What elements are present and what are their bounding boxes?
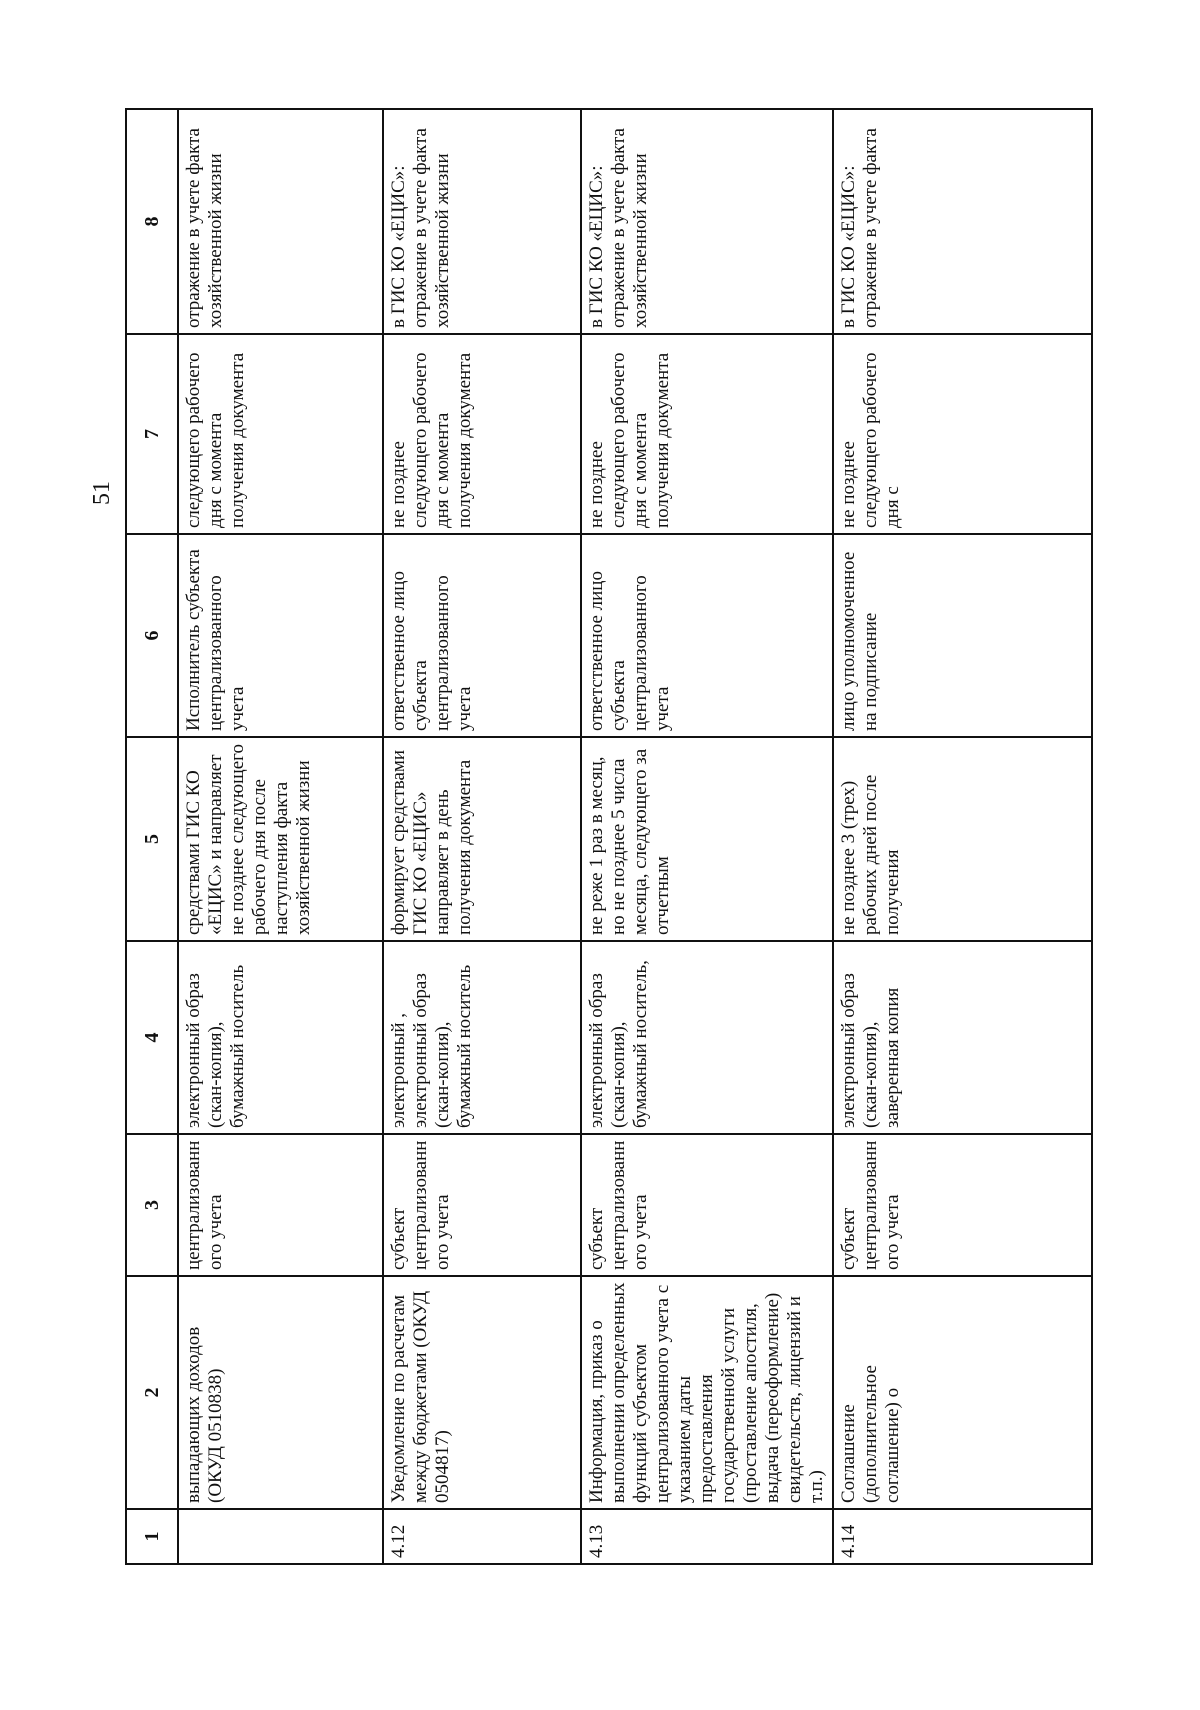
deadline-cell: не позднее следующего рабочего дня с <box>833 334 1092 534</box>
responsible-cell: ответственное лицо субъекта централизованного учета <box>581 534 833 737</box>
responsible-cell: лицо уполномоченное на подписание <box>833 534 1092 737</box>
document-name-cell: Информация, приказ о выполнении определенных функций субъектом централизованного учета с указанием даты предоставления государственной услуги (проставление апостиля, выдача (переоформление) свидетельств, лицензий и т.п.) <box>581 1276 833 1509</box>
document-name-cell: Соглашение (дополнительное соглашение) о <box>833 1276 1092 1509</box>
column-header: 4 <box>126 941 178 1134</box>
responsible-cell: Исполнитель субъекта централизованного учета <box>178 534 383 737</box>
column-header: 6 <box>126 534 178 737</box>
subject-cell: субъект централизованного учета <box>581 1134 833 1276</box>
action-cell: не позднее 3 (трех) рабочих дней после получения <box>833 737 1092 941</box>
table-row <box>178 109 383 1564</box>
result-cell: отражение в учете факта хозяйственной жизни <box>178 109 383 334</box>
row-number-cell: 4.12 <box>383 1509 581 1564</box>
responsible-cell: ответственное лицо субъекта централизованного учета <box>383 534 581 737</box>
form-cell: электронный образ (скан-копия), заверенная копия <box>833 941 1092 1134</box>
rotated-table-container <box>125 110 1075 1565</box>
action-cell: средствами ГИС КО «ЕЦИС» и направляет не позднее следующего рабочего дня после наступления факта хозяйственной жизни <box>178 737 383 941</box>
column-header: 2 <box>126 1276 178 1509</box>
document-name-cell: выпадающих доходов (ОКУД 0510838) <box>178 1276 383 1509</box>
deadline-cell: не позднее следующего рабочего дня с момента получения документа <box>581 334 833 534</box>
document-name-cell: Уведомление по расчетам между бюджетами (ОКУД 0504817) <box>383 1276 581 1509</box>
deadline-cell: следующего рабочего дня с момента получения документа <box>178 334 383 534</box>
form-cell: электронный , электронный образ (скан-копия), бумажный носитель <box>383 941 581 1134</box>
column-header: 7 <box>126 334 178 534</box>
result-cell: в ГИС КО «ЕЦИС»: отражение в учете факта хозяйственной жизни <box>581 109 833 334</box>
action-cell: формирует средствами ГИС КО «ЕЦИС» направляет в день получения документа <box>383 737 581 941</box>
row-number-cell: 4.14 <box>833 1509 1092 1564</box>
table-row <box>383 109 581 1564</box>
row-number-cell <box>178 1509 383 1564</box>
subject-cell: субъект централизованного учета <box>833 1134 1092 1276</box>
column-header: 8 <box>126 109 178 334</box>
form-cell: электронный образ (скан-копия), бумажный носитель <box>178 941 383 1134</box>
table-header-row <box>126 109 178 1564</box>
result-cell: в ГИС КО «ЕЦИС»: отражение в учете факта <box>833 109 1092 334</box>
column-header: 5 <box>126 737 178 941</box>
subject-cell: субъект централизованного учета <box>383 1134 581 1276</box>
form-cell: электронный образ (скан-копия), бумажный носитель, <box>581 941 833 1134</box>
page-number: 51 <box>89 481 115 505</box>
column-header: 1 <box>126 1509 178 1564</box>
document-table <box>125 108 1093 1565</box>
row-number-cell: 4.13 <box>581 1509 833 1564</box>
action-cell: не реже 1 раз в месяц, но не позднее 5 числа месяца, следующего за отчетным <box>581 737 833 941</box>
column-header: 3 <box>126 1134 178 1276</box>
subject-cell: централизованного учета <box>178 1134 383 1276</box>
deadline-cell: не позднее следующего рабочего дня с момента получения документа <box>383 334 581 534</box>
result-cell: в ГИС КО «ЕЦИС»: отражение в учете факта хозяйственной жизни <box>383 109 581 334</box>
table-row <box>581 109 833 1564</box>
table-row <box>833 109 1092 1564</box>
